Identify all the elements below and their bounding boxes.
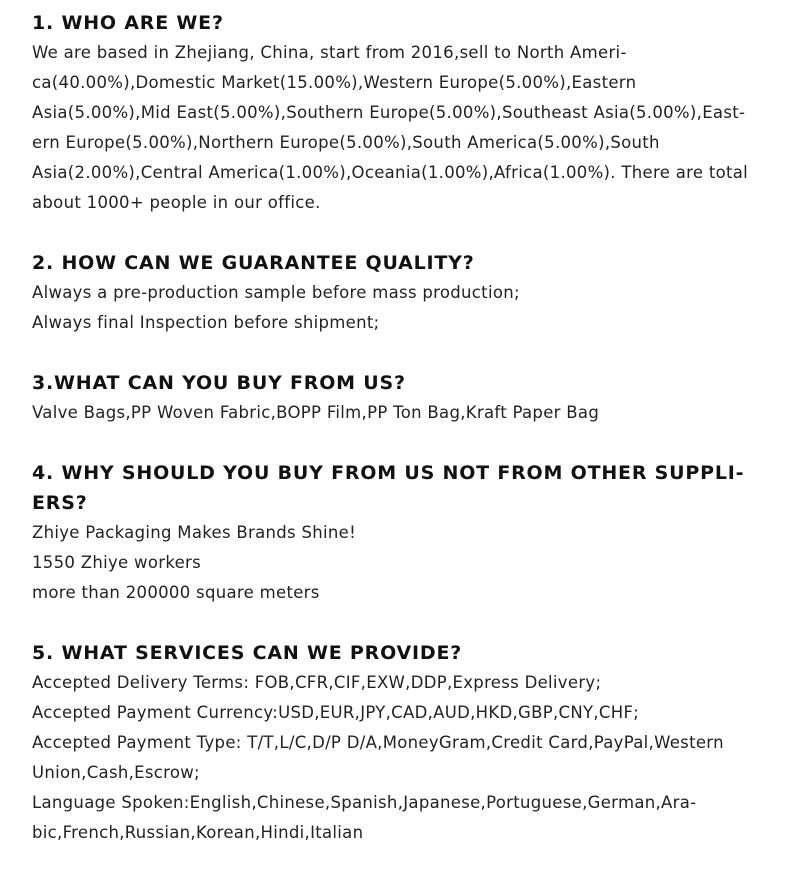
section-services	[32, 638, 772, 848]
body-line: Language Spoken:English,Chinese,Spanish,Japanese,Portuguese,German,Ara-	[32, 793, 697, 812]
section-products	[32, 368, 772, 428]
section-heading: 1. WHO ARE WE?	[32, 12, 224, 34]
body-line: Asia(2.00%),Central America(1.00%),Oceania(1.00%),Africa(1.00%). There are total	[32, 163, 749, 182]
faq-content	[32, 8, 772, 848]
body-line: Zhiye Packaging Makes Brands Shine!	[32, 523, 357, 542]
body-line: Accepted Delivery Terms: FOB,CFR,CIF,EXW,DDP,Express Delivery;	[32, 673, 602, 692]
body-line: Valve Bags,PP Woven Fabric,BOPP Film,PP Ton Bag,Kraft Paper Bag	[32, 403, 600, 422]
section-heading: 5. WHAT SERVICES CAN WE PROVIDE?	[32, 642, 463, 664]
body-line: ern Europe(5.00%),Northern Europe(5.00%),South America(5.00%),South	[32, 133, 660, 152]
body-line: We are based in Zhejiang, China, start from 2016,sell to North Ameri-	[32, 43, 627, 62]
section-quality	[32, 248, 772, 338]
section-heading-line: 4. WHY SHOULD YOU BUY FROM US NOT FROM OTHER SUPPLI-	[32, 462, 745, 484]
body-line: Union,Cash,Escrow;	[32, 763, 200, 782]
body-line: ca(40.00%),Domestic Market(15.00%),Western Europe(5.00%),Eastern	[32, 73, 637, 92]
body-line: Asia(5.00%),Mid East(5.00%),Southern Europe(5.00%),Southeast Asia(5.00%),East-	[32, 103, 746, 122]
section-heading: 3.WHAT CAN YOU BUY FROM US?	[32, 372, 406, 394]
body-line: 1550 Zhiye workers	[32, 553, 202, 572]
body-line: Always final Inspection before shipment;	[32, 313, 380, 332]
section-heading-line: ERS?	[32, 492, 88, 514]
body-line: more than 200000 square meters	[32, 583, 320, 602]
section-why-us	[32, 458, 772, 608]
body-line: Always a pre-production sample before mass production;	[32, 283, 520, 302]
section-who-are-we	[32, 8, 772, 218]
body-line: about 1000+ people in our office.	[32, 193, 321, 212]
section-heading: 2. HOW CAN WE GUARANTEE QUALITY?	[32, 252, 475, 274]
body-line: Accepted Payment Type: T/T,L/C,D/P D/A,MoneyGram,Credit Card,PayPal,Western	[32, 733, 724, 752]
body-line: bic,French,Russian,Korean,Hindi,Italian	[32, 823, 364, 842]
body-line: Accepted Payment Currency:USD,EUR,JPY,CAD,AUD,HKD,GBP,CNY,CHF;	[32, 703, 640, 722]
